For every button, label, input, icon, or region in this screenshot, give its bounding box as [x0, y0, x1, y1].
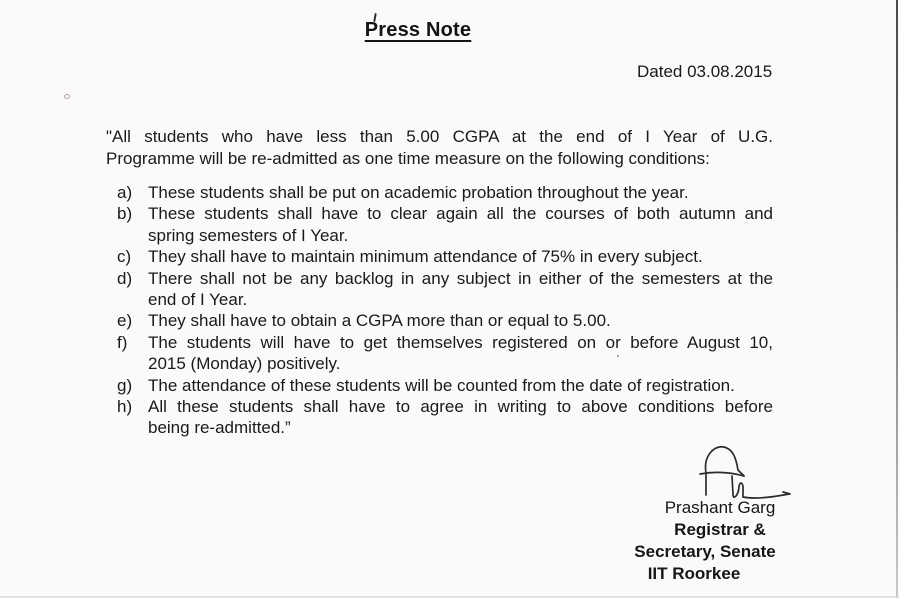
scan-speck: [64, 94, 70, 99]
title-wrap: [0, 19, 836, 42]
condition-line: There shall not be any backlog in any subject in either of the semesters at the: [148, 268, 773, 288]
condition-text: [148, 268, 773, 311]
signature-block: [600, 497, 840, 585]
condition-item-g: [106, 375, 773, 396]
condition-line: being re-admitted.”: [148, 418, 291, 438]
date-line: Dated 03.08.2015: [637, 62, 773, 81]
scan-edge-line: [896, 0, 898, 598]
condition-line: All these students shall have to agree in writing to above conditions before: [148, 397, 773, 417]
signatory-name: Prashant Garg: [664, 498, 776, 517]
signature-scribble: [692, 443, 797, 500]
condition-label: h): [117, 397, 133, 417]
intro-line: Programme will be re-admitted as one time measure on the following conditions:: [106, 148, 710, 168]
condition-item-d: [106, 268, 773, 311]
intro-line: "All students who have less than 5.00 CGPA at the end of I Year of U.G.: [106, 127, 773, 146]
condition-line: end of I Year.: [148, 290, 248, 310]
signatory-title-secretary: Secretary, Senate: [634, 542, 776, 561]
condition-line: spring semesters of I Year.: [148, 225, 349, 245]
condition-line: 2015 (Monday) positively.: [148, 354, 341, 374]
condition-line: The attendance of these students will be counted from the date of registration.: [148, 375, 735, 395]
intro-paragraph: [106, 126, 773, 169]
condition-item-e: [106, 310, 773, 331]
condition-label: a): [117, 183, 133, 202]
condition-line: The students will have to get themselves registered on or before August 10,: [148, 332, 773, 352]
condition-item-b: [106, 203, 773, 246]
condition-text: [148, 375, 773, 396]
condition-line: These students shall be put on academic probation throughout the year.: [148, 183, 689, 202]
page-title: Press Note: [364, 19, 472, 41]
condition-label: e): [117, 311, 133, 331]
condition-item-h: [106, 396, 773, 439]
condition-item-f: [106, 332, 773, 375]
signatory-institute: IIT Roorkee: [647, 564, 741, 583]
condition-text: [148, 396, 773, 439]
signatory-title-registrar: Registrar &: [674, 520, 766, 539]
condition-label: b): [117, 204, 133, 224]
condition-text: [148, 332, 773, 375]
conditions-list: [106, 182, 773, 439]
condition-item-c: [106, 246, 773, 267]
condition-label: d): [117, 268, 133, 288]
condition-text: [148, 203, 773, 246]
condition-label: g): [117, 375, 133, 395]
condition-item-a: [106, 182, 773, 203]
condition-line: They shall have to obtain a CGPA more than or equal to 5.00.: [148, 311, 611, 331]
condition-label: c): [117, 247, 132, 267]
condition-text: [148, 246, 773, 267]
condition-line: These students shall have to clear again all the courses of both autumn and: [148, 204, 773, 224]
condition-line: They shall have to maintain minimum attendance of 75% in every subject.: [148, 247, 703, 267]
condition-text: [148, 310, 773, 331]
condition-label: f): [117, 332, 128, 352]
condition-text: [148, 182, 773, 203]
